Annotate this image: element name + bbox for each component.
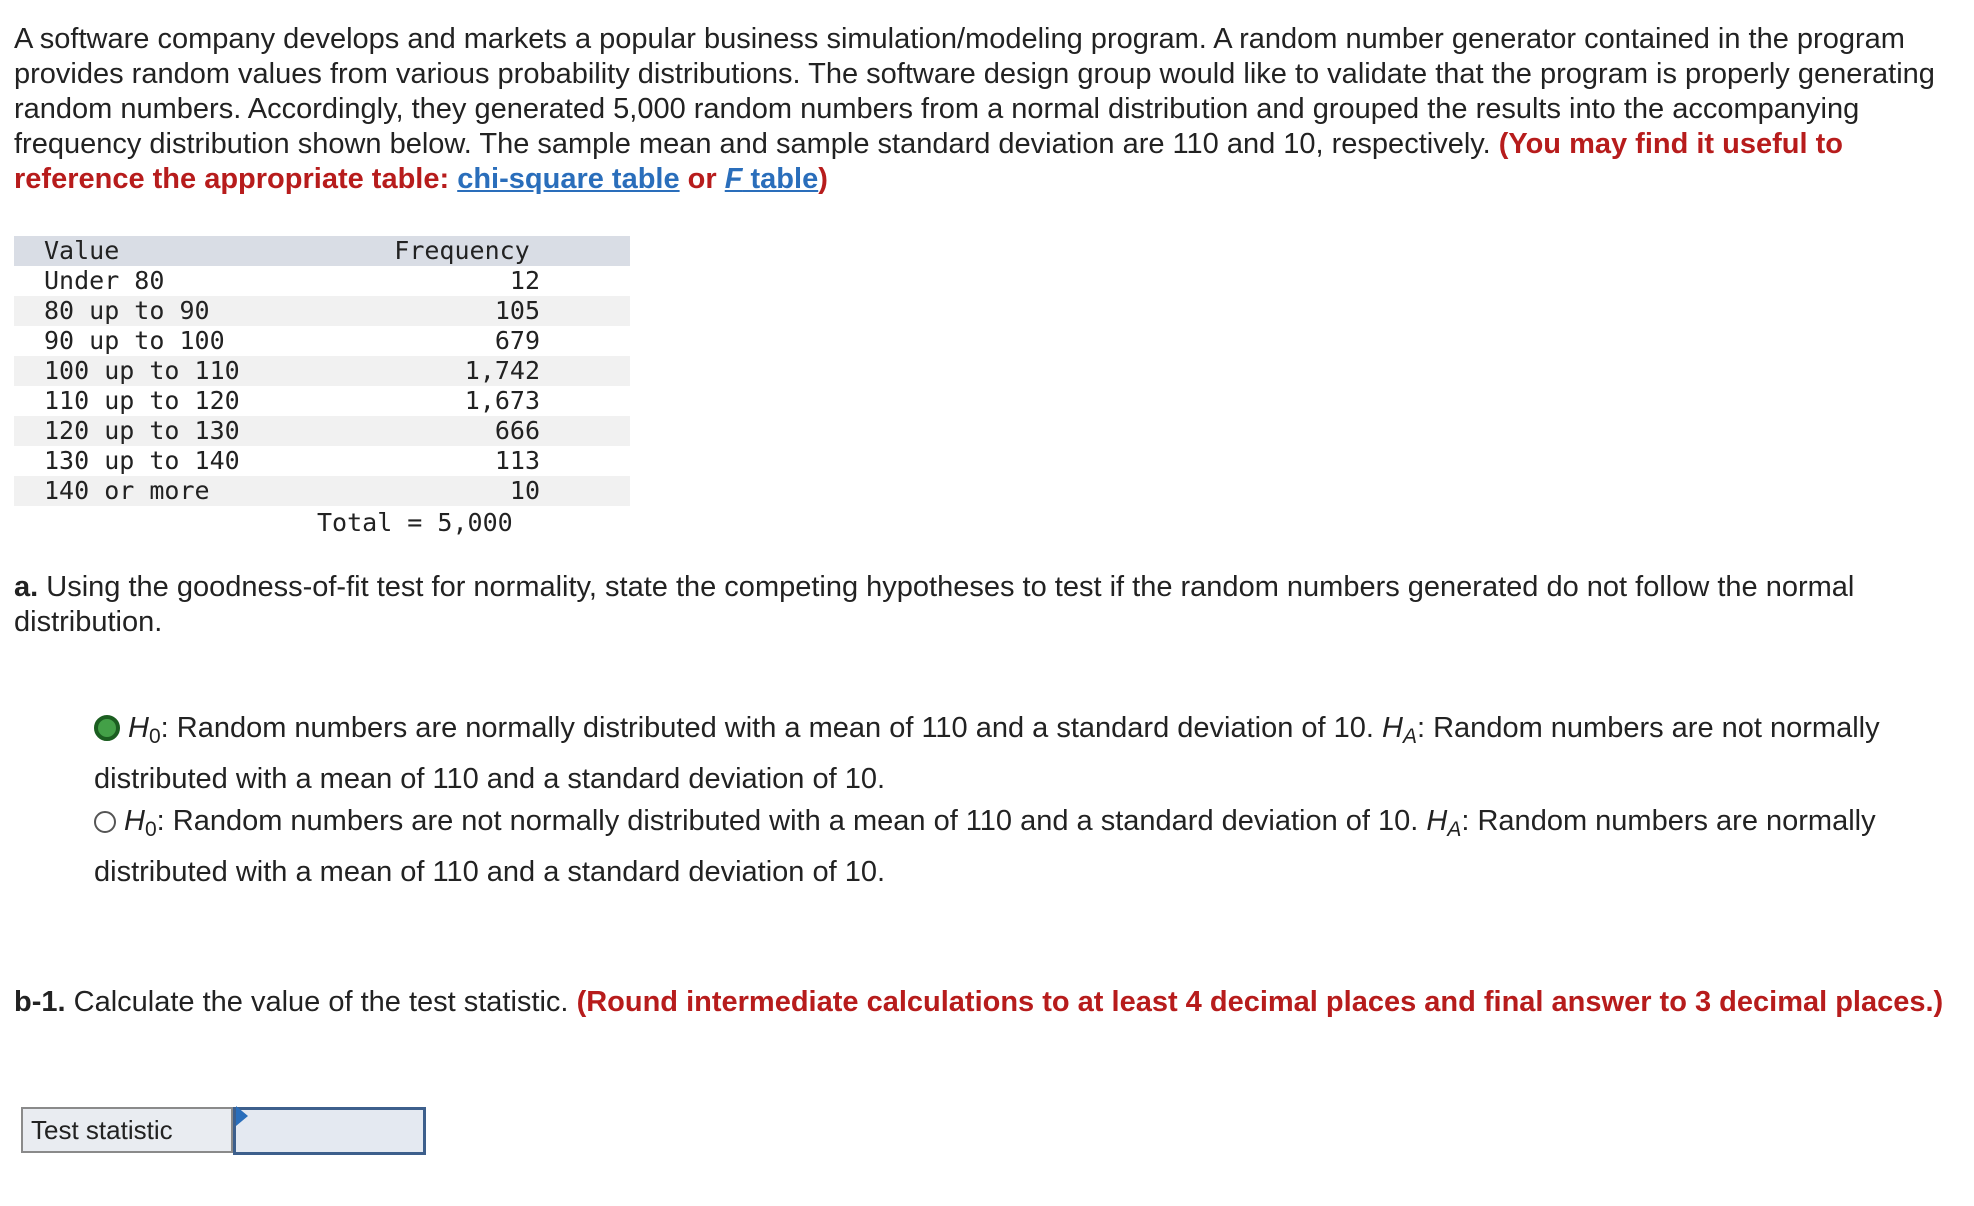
h0-subscript: 0 — [148, 725, 161, 748]
radio-unselected-icon[interactable] — [94, 811, 116, 833]
h0-text: : Random numbers are normally distributed with a mean of 110 and a standard deviation of 10. — [160, 712, 1374, 744]
h0-subscript: 0 — [144, 818, 157, 841]
row-frequency: 666 — [384, 416, 630, 446]
input-marker-icon — [236, 1106, 248, 1126]
h0-text: : Random numbers are not normally distributed with a mean of 110 and a standard deviation of 10. — [156, 805, 1419, 837]
ref-or: or — [687, 163, 717, 195]
row-value: Under 80 — [44, 266, 165, 295]
row-frequency: 1,673 — [464, 386, 540, 415]
row-value: 80 up to 90 — [14, 296, 384, 326]
table-row — [14, 386, 630, 416]
ha-text: : Random numbers are not normally distributed with a mean of 110 and a standard deviation of 10. — [94, 712, 1880, 795]
table-row — [14, 326, 630, 356]
row-frequency: 12 — [509, 266, 540, 295]
part-b1-question — [14, 985, 1944, 1020]
row-frequency: 105 — [384, 296, 630, 326]
test-statistic-input[interactable] — [236, 1110, 423, 1152]
table-row — [14, 266, 630, 296]
header-frequency: Frequency — [384, 236, 630, 266]
intro-text: A software company develops and markets a popular business simulation/modeling program. A random number generator contained in the program provides random values from various probability distributions. The software design group would like to validate that the program is properly generating random numbers. Accordingly, they generated 5,000 random numbers from a normal distribution and grouped the results into the accompanying frequency distribution shown below. The sample mean and sample standard deviation are 110 and 10, respectively. — [14, 23, 1935, 160]
h0-symbol: H — [124, 805, 145, 837]
table-row — [14, 476, 630, 506]
radio-selected-icon[interactable] — [94, 715, 120, 741]
frequency-table — [14, 236, 630, 506]
test-statistic-field[interactable] — [233, 1107, 426, 1155]
table-row — [14, 416, 630, 446]
ref-prefix: (You may find it useful to reference the appropriate table: — [14, 128, 1843, 195]
chi-square-table-link[interactable]: chi-square table — [457, 163, 680, 195]
row-value: 140 or more — [14, 476, 384, 506]
part-a-text: Using the goodness-of-fit test for normality, state the competing hypotheses to test if the random numbers generated do not follow the normal distribution. — [14, 571, 1855, 638]
header-value: Value — [14, 236, 384, 266]
table-row — [14, 446, 630, 476]
row-frequency: 113 — [494, 446, 540, 475]
part-b1-text: Calculate the value of the test statistic. — [73, 986, 569, 1018]
f-rest: table — [742, 163, 819, 195]
row-value: 90 up to 100 — [44, 326, 225, 355]
part-b1-label: b-1. — [14, 986, 66, 1018]
row-frequency: 1,742 — [384, 356, 630, 386]
table-row — [14, 356, 630, 386]
ha-subscript: A — [1402, 725, 1417, 748]
f-table-link[interactable] — [725, 163, 818, 195]
test-statistic-row — [21, 1107, 426, 1153]
table-row — [14, 296, 630, 326]
question-page — [14, 22, 1954, 1145]
row-value: 130 up to 140 — [44, 446, 240, 475]
f-letter: F — [724, 163, 743, 195]
part-b1-instruction: (Round intermediate calculations to at least 4 decimal places and final answer to 3 decimal places.) — [576, 986, 1944, 1018]
row-value: 110 up to 120 — [44, 386, 240, 415]
problem-statement — [14, 22, 1954, 197]
row-frequency: 10 — [384, 476, 630, 506]
part-a-question — [14, 570, 1944, 640]
ha-symbol: H — [1382, 712, 1403, 744]
table-total: Total = 5,000 — [317, 508, 513, 537]
ha-text: : Random numbers are normally distributed with a mean of 110 and a standard deviation of 10. — [94, 805, 1876, 888]
row-value: 120 up to 130 — [14, 416, 384, 446]
test-statistic-label: Test statistic — [21, 1107, 233, 1153]
table-header-row — [14, 236, 630, 266]
part-a-label: a. — [14, 571, 39, 603]
ha-symbol: H — [1426, 805, 1448, 837]
ref-suffix: ) — [818, 163, 828, 195]
hypothesis-option-1[interactable] — [94, 707, 1944, 801]
row-frequency: 679 — [494, 326, 540, 355]
h0-symbol: H — [128, 712, 149, 744]
hypothesis-option-2[interactable] — [94, 800, 1944, 894]
row-value: 100 up to 110 — [14, 356, 384, 386]
ha-subscript: A — [1447, 818, 1462, 841]
